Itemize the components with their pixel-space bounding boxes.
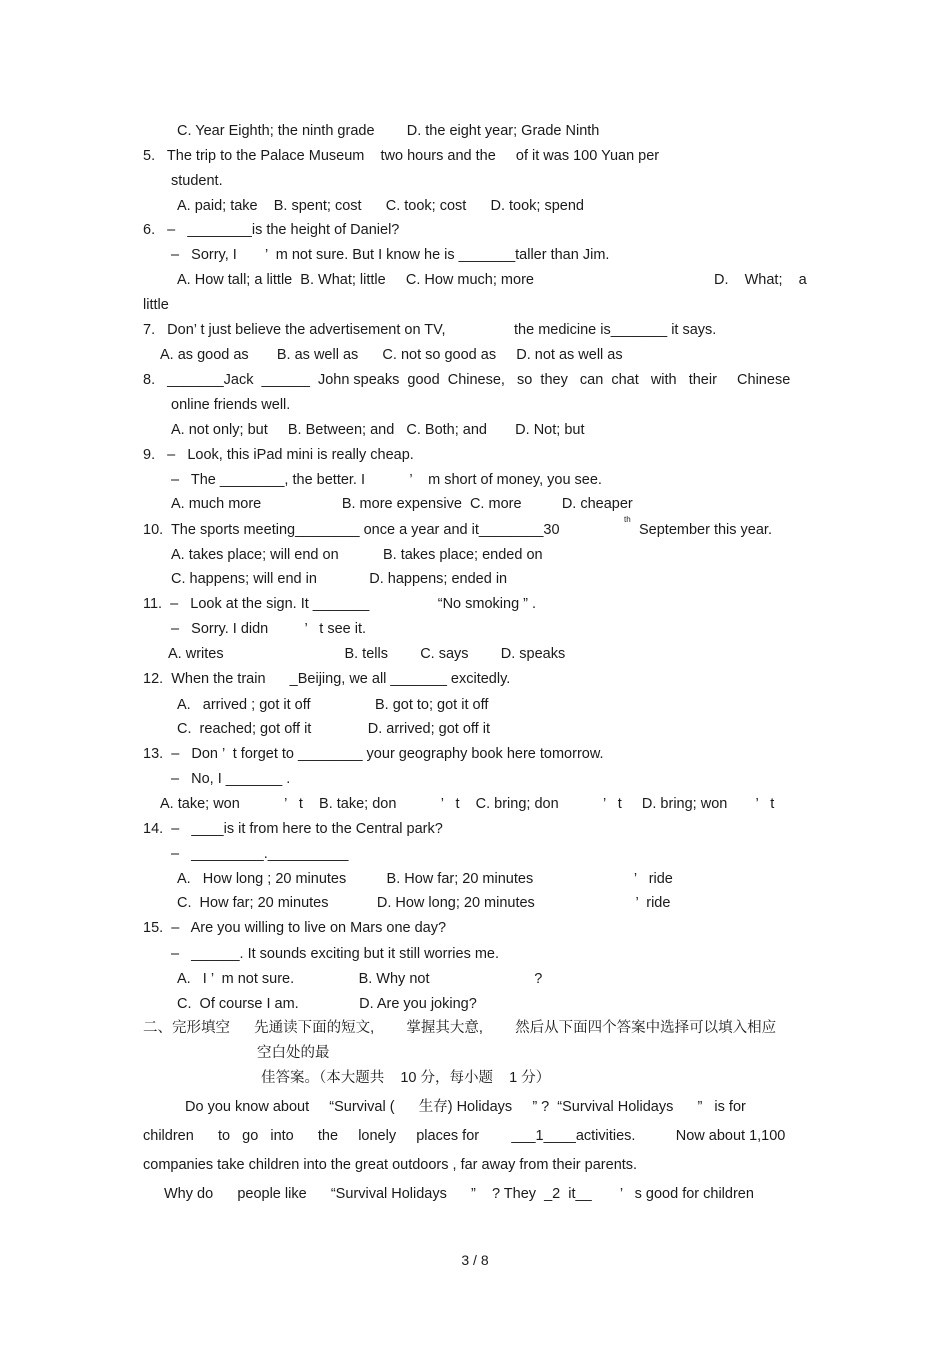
text-line: online friends well.: [171, 397, 291, 413]
text-line: 9. – Look, this iPad mini is really cheap.: [143, 447, 414, 463]
text-line: 二、完形填空 先通读下面的短文, 掌握其大意, 然后从下面四个答案中选择可以填入相应: [143, 1020, 777, 1036]
text-line: 10. The sports meeting________ once a year and it________30: [143, 522, 560, 538]
text-line: A. arrived ; got it off B. got to; got it off: [177, 697, 489, 713]
text-line: 空白处的最: [257, 1045, 330, 1061]
text-line: A. not only; but B. Between; and C. Both; and D. Not; but: [171, 422, 585, 438]
text-line: A. How long ; 20 minutes B. How far; 20 minutes ’ ride: [177, 871, 673, 887]
text-line: – Sorry, I ’ m not sure. But I know he is _______taller than Jim.: [171, 247, 610, 263]
text-line: C. Year Eighth; the ninth grade D. the eight year; Grade Ninth: [177, 123, 600, 139]
text-line: A. as good as B. as well as C. not so good as D. not as well as: [160, 347, 623, 363]
text-line: – No, I _______ .: [171, 771, 291, 787]
text-line: A. take; won ’ t B. take; don ’ t C. bring; don ’ t D. bring; won ’ t: [160, 796, 775, 812]
text-line: C. How far; 20 minutes D. How long; 20 minutes ’ ride: [177, 895, 671, 911]
text-line: 6. – ________is the height of Daniel?: [143, 222, 400, 238]
text-line: Why do people like “Survival Holidays ” ? They _2 it__ ’ s good for children: [164, 1186, 754, 1202]
text-line: companies take children into the great outdoors , far away from their parents.: [143, 1157, 638, 1173]
text-line: C. happens; will end in D. happens; ended in: [171, 571, 508, 587]
text-line: 5. The trip to the Palace Museum two hours and the of it was 100 Yuan per: [143, 148, 660, 164]
text-line: A. paid; take B. spent; cost C. took; cost D. took; spend: [177, 198, 584, 214]
text-line: 13. – Don ’ t forget to ________ your geography book here tomorrow.: [143, 746, 604, 762]
text-line: 15. – Are you willing to live on Mars one day?: [143, 920, 447, 936]
text-line: C. reached; got off it D. arrived; got off it: [177, 721, 490, 737]
text-line: 8. _______Jack ______ John speaks good Chinese, so they can chat with their Chinese: [143, 372, 791, 388]
text-line: 7. Don’ t just believe the advertisement on TV, the medicine is_______ it says.: [143, 322, 717, 338]
text-line: little: [143, 297, 169, 313]
text-line: 14. – ____is it from here to the Central park?: [143, 821, 443, 837]
text-line: September this year.: [639, 522, 772, 538]
text-line: children to go into the lonely places for ___1____activities. Now about 1,100: [143, 1128, 786, 1144]
text-line: A. How tall; a little B. What; little C. How much; more: [177, 272, 534, 288]
text-line: – ______. It sounds exciting but it still worries me.: [171, 946, 500, 962]
text-line: student.: [171, 173, 223, 189]
text-line: th: [624, 515, 631, 524]
text-line: – _________.__________: [171, 846, 349, 862]
text-line: A. writes B. tells C. says D. speaks: [168, 646, 566, 662]
text-line: A. I ’ m not sure. B. Why not ?: [177, 971, 543, 987]
text-line: – Sorry. I didn ’ t see it.: [171, 621, 367, 637]
text-line: Do you know about “Survival ( 生存) Holidays ” ? “Survival Holidays ” is for: [185, 1099, 746, 1115]
page-number: 3 / 8: [461, 1252, 489, 1268]
text-line: A. takes place; will end on B. takes place; ended on: [171, 547, 543, 563]
text-line: – The ________, the better. I ’ m short of money, you see.: [171, 472, 602, 488]
text-line: 佳答案。（本大题共 10 分，每小题 1 分）: [261, 1070, 551, 1086]
text-line: A. much more B. more expensive C. more D. cheaper: [171, 496, 633, 512]
text-line: 11. – Look at the sign. It _______ “No smoking ” .: [143, 596, 537, 612]
text-line: 12. When the train _Beijing, we all _______ excitedly.: [143, 671, 511, 687]
text-line: C. Of course I am. D. Are you joking?: [177, 996, 477, 1012]
text-line: D. What; a: [714, 272, 807, 288]
